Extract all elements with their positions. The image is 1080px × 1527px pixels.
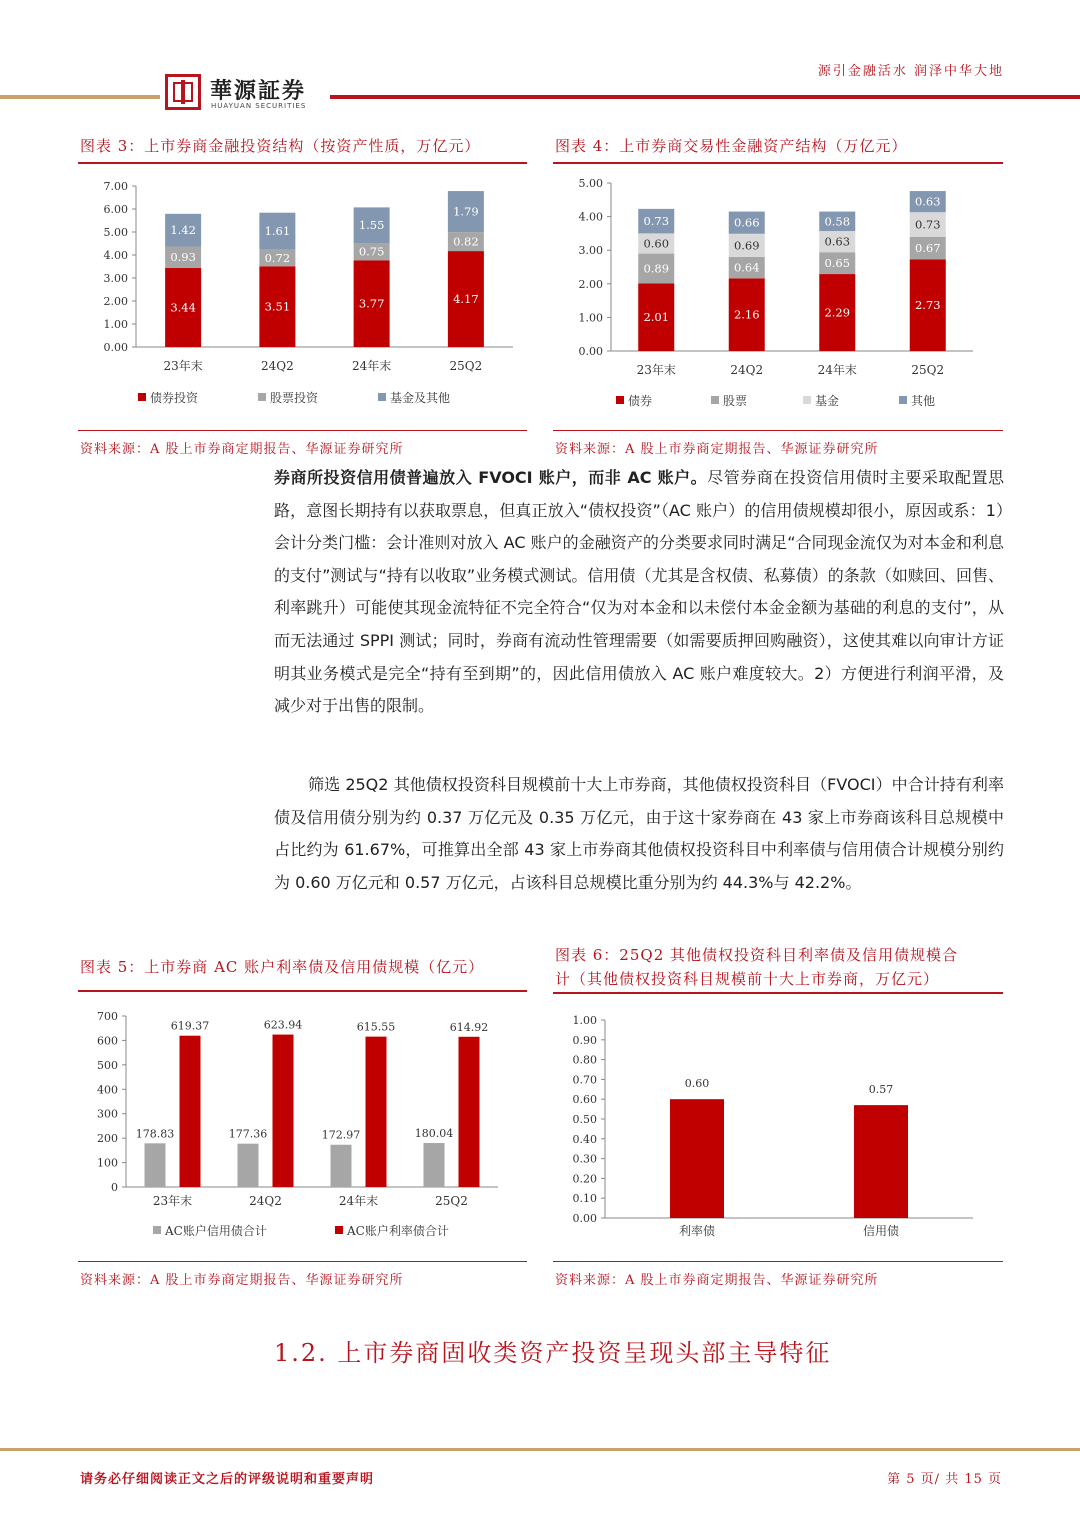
y-tick-label: 0.70 [572,1073,597,1087]
footer-disclaimer: 请务必仔细阅读正文之后的评级说明和重要声明 [80,1472,375,1487]
x-category-label: 信用债 [862,1224,900,1238]
y-tick-label: 0.10 [572,1192,597,1206]
page-number: 第 5 页/ 共 15 页 [887,1472,1002,1487]
figure6-top-rule [553,992,1003,994]
x-category-label: 24Q2 [249,1194,282,1208]
bar-data-label: 3.77 [358,296,385,311]
bar-data-label: 0.93 [170,250,196,265]
figure4-source: 资料来源：A 股上市券商定期报告、华源证券研究所 [555,442,879,457]
legend-label: 股票 [723,394,748,408]
figure4-chart [553,166,1003,428]
bar-data-label: 614.92 [449,1020,489,1034]
figure5-bottom-rule [78,1261,527,1262]
bar-data-label: 0.58 [824,214,851,229]
y-tick-label: 0.00 [103,341,128,354]
bar [424,1143,445,1187]
y-tick-label: 0.60 [572,1093,597,1107]
bar [238,1144,259,1187]
bar-data-label: 0.82 [453,234,479,249]
x-category-label: 25Q2 [435,1194,468,1208]
bar-data-label: 3.51 [264,299,291,314]
y-tick-label: 2.00 [578,277,603,291]
figure3-chart [78,166,527,428]
y-tick-label: 0.30 [572,1152,597,1166]
y-tick-label: 4.00 [578,210,603,224]
y-tick-label: 0.40 [572,1132,597,1146]
x-category-label: 24Q2 [730,363,764,377]
bar-data-label: 0.57 [868,1083,894,1097]
bar [273,1035,294,1187]
x-category-label: 23年末 [152,1194,193,1208]
legend-label: 基金 [815,394,840,408]
bar-data-label: 619.37 [170,1019,210,1033]
bar-data-label: 1.55 [358,218,385,233]
y-tick-label: 5.00 [103,226,128,239]
legend-swatch [711,396,719,404]
bar [145,1143,166,1187]
bar-data-label: 0.89 [643,261,670,276]
x-category-label: 25Q2 [911,363,945,377]
figure6-title-line1: 图表 6：25Q2 其他债权投资科目利率债及信用债规模合 [555,946,959,964]
y-tick-label: 0.00 [578,345,603,358]
figure6-title-line2: 计（其他债权投资科目规模前十大上市券商，万亿元） [555,970,940,988]
figure5-title: 图表 5：上市券商 AC 账户利率债及信用债规模（亿元） [80,958,485,976]
y-tick-label: 400 [97,1083,118,1097]
legend-label: 股票投资 [270,391,319,405]
y-tick-label: 3.00 [103,272,128,285]
bar-data-label: 177.36 [228,1127,268,1141]
bar-data-label: 0.72 [264,250,291,265]
paragraph-1-lead: 券商所投资信用债普遍放入 FVOCI 账户，而非 AC 账户。 [274,468,708,487]
bar-data-label: 1.61 [264,224,291,239]
company-logo-icon [165,74,201,110]
legend-label: AC账户利率债合计 [347,1224,449,1238]
bar-data-label: 1.42 [170,223,196,238]
x-category-label: 23年末 [636,363,676,377]
bar [331,1145,352,1187]
bar-data-label: 0.60 [684,1077,710,1091]
header-rule-red [330,95,1080,99]
figure3-bottom-rule [78,430,527,431]
legend-label: 基金及其他 [390,391,451,405]
bar-data-label: 178.83 [135,1127,175,1141]
body-paragraph-2 [274,769,1004,899]
bar-data-label: 0.60 [643,236,670,251]
bar-data-label: 2.01 [643,310,670,325]
legend-swatch [258,393,266,401]
bar-data-label: 623.94 [263,1018,303,1032]
x-category-label: 25Q2 [449,359,483,373]
figure3-source: 资料来源：A 股上市券商定期报告、华源证券研究所 [80,442,404,457]
y-tick-label: 1.00 [572,1014,597,1027]
x-category-label: 利率债 [678,1224,716,1238]
bar-data-label: 2.16 [733,307,760,322]
figure3-title: 图表 3：上市券商金融投资结构（按资产性质，万亿元） [80,137,481,155]
figure4-title: 图表 4：上市券商交易性金融资产结构（万亿元） [555,137,908,155]
bar-data-label: 0.63 [824,234,851,249]
y-tick-label: 200 [97,1132,118,1146]
body-paragraph-1 [274,462,1004,723]
footer-rule [0,1448,1080,1451]
bar-data-label: 3.44 [170,300,196,315]
legend-label: AC账户信用债合计 [165,1224,267,1238]
bar-data-label: 172.97 [321,1128,361,1142]
figure6-source: 资料来源：A 股上市券商定期报告、华源证券研究所 [555,1273,879,1288]
y-tick-label: 0.50 [572,1113,597,1126]
bar-data-label: 0.63 [914,194,941,209]
bar-data-label: 0.75 [358,244,385,259]
bar-data-label: 2.29 [824,305,851,320]
y-tick-label: 4.00 [103,249,128,262]
x-category-label: 23年末 [163,359,203,373]
bar-data-label: 0.64 [733,260,760,275]
company-name-en: HUAYUAN SECURITIES [211,102,307,110]
header-rule-gold [0,95,160,99]
y-tick-label: 5.00 [578,177,603,190]
legend-label: 其他 [911,394,936,408]
legend-swatch [335,1226,343,1234]
paragraph-1-text: 尽管券商在投资信用债时主要采取配置思路，意图长期持有以获取票息，但真正放入“债权投资”（AC 账户）的信用债规模却很小，原因或系：1）会计分类门槛：会计准则对放入 AC 账户的金融资产的分类要求同时满足“合同现金流仅为对本金和利息的支付”测试与“持有以收取”业务模式测试。信用债（尤其是含权债、私募债）的条款（如赎回、回售、利率跳升）可能使其现金流特征不完全符合“仅为对本金和以未偿付本金金额为基础的利息的支付”，从而无法通过 SPPI 测试；同时，券商有流动性管理需要（如需要质押回购融资），这使其难以向审计方证明其业务模式是完全“持有至到期”的，因此信用债放入 AC 账户难度较大。2）方便进行利润平滑，及减少对于出售的限制。 [274,468,1004,716]
section-heading: 1.2. 上市券商固收类资产投资呈现头部主导特征 [274,1339,832,1367]
company-name: 華源証券 [210,78,307,104]
legend-swatch [899,396,907,404]
y-tick-label: 0.90 [572,1033,597,1047]
figure6-chart [553,997,1003,1257]
x-category-label: 24年末 [351,359,392,373]
y-tick-label: 3.00 [578,244,603,258]
bar-data-label: 180.04 [414,1127,454,1141]
legend-swatch [616,396,624,404]
y-tick-label: 700 [97,1010,118,1023]
legend-swatch [378,393,386,401]
y-tick-label: 7.00 [103,180,128,193]
y-tick-label: 100 [97,1156,118,1170]
figure4-top-rule [553,162,1003,164]
bar-data-label: 0.69 [733,238,760,253]
y-tick-label: 0.80 [572,1053,597,1067]
figure3-top-rule [78,162,527,164]
y-tick-label: 500 [97,1058,118,1072]
bar-data-label: 0.67 [914,241,941,256]
bar-data-label: 4.17 [453,292,479,307]
header-slogan: 源引金融活水 润泽中华大地 [817,64,1004,79]
legend-swatch [803,396,811,404]
x-category-label: 24Q2 [261,359,294,373]
figure5-chart [78,995,527,1257]
y-tick-label: 0.00 [572,1212,597,1225]
y-tick-label: 300 [97,1107,118,1121]
x-category-label: 24年末 [817,363,857,377]
bar [459,1037,480,1187]
bar-data-label: 615.55 [356,1020,396,1034]
y-tick-label: 2.00 [103,295,128,308]
legend-swatch [153,1226,161,1234]
bar [670,1099,724,1218]
y-tick-label: 0.20 [572,1172,597,1186]
bar [366,1037,387,1187]
bar-data-label: 0.73 [914,217,941,232]
legend-label: 债券 [628,394,653,408]
y-tick-label: 1.00 [578,311,603,325]
y-tick-label: 6.00 [103,203,128,216]
figure5-top-rule [78,990,527,992]
bar [180,1036,201,1187]
bar-data-label: 0.73 [643,214,670,229]
bar [854,1105,908,1218]
legend-label: 债券投资 [150,391,199,405]
x-category-label: 24年末 [338,1194,379,1208]
bar-data-label: 0.65 [824,256,851,271]
paragraph-2-text: 筛选 25Q2 其他债权投资科目规模前十大上市券商，其他债权投资科目（FVOCI）中合计持有利率债及信用债分别为约 0.37 万亿元及 0.35 万亿元，由于这十家券商在 43 家上市券商该科目总规模中占比约为 61.67%，可推算出全部 43 家上市券商其他债权投资科目中利率债与信用债合计规模分别约为 0.60 万亿元和 0.57 万亿元，占该科目总规模比重分别为约 44.3%与 42.2%。 [274,775,1004,892]
y-tick-label: 0 [111,1181,118,1194]
bar-data-label: 0.66 [733,215,760,230]
figure5-source: 资料来源：A 股上市券商定期报告、华源证券研究所 [80,1273,404,1288]
figure6-bottom-rule [553,1261,1003,1262]
figure4-bottom-rule [553,430,1003,431]
y-tick-label: 600 [97,1034,118,1048]
y-tick-label: 1.00 [103,318,128,331]
bar-data-label: 2.73 [914,298,941,313]
legend-swatch [138,393,146,401]
bar-data-label: 1.79 [453,204,479,219]
